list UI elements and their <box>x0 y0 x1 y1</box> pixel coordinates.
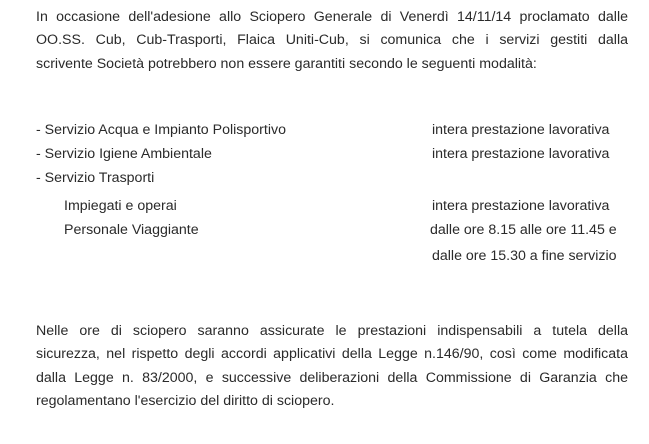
service-detail-viaggiante: dalle ore 8.15 alle ore 11.45 e <box>430 222 617 238</box>
closing-line: Nelle ore di sciopero saranno assicurate le prestazioni indispensabili a tutela della <box>36 323 628 339</box>
service-name-acqua: - Servizio Acqua e Impianto Polisportivo <box>36 122 286 138</box>
closing-paragraph <box>36 320 628 413</box>
service-detail-impiegati: intera prestazione lavorativa <box>432 198 610 214</box>
closing-line: dalla Legge n. 83/2000, e successive deliberazioni della Commissione di Garanzia che <box>36 369 628 386</box>
service-detail-viaggiante-2: dalle ore 15.30 a fine servizio <box>432 248 617 264</box>
intro-line: In occasione dell'adesione allo Sciopero Generale di Venerdì 14/11/14 proclamato dalle <box>36 9 628 25</box>
service-name-trasporti: - Servizio Trasporti <box>36 170 155 186</box>
closing-line: sicurezza, nel rispetto degli accordi applicativi della Legge n.146/90, così come modificata <box>36 346 628 363</box>
service-detail-igiene: intera prestazione lavorativa <box>432 146 610 162</box>
intro-line: OO.SS. Cub, Cub-Trasporti, Flaica Uniti-Cub, si comunica che i servizi gestiti dalla <box>36 32 628 49</box>
closing-line: regolamentano l'esercizio del diritto di sciopero. <box>36 392 335 409</box>
service-name-impiegati: Impiegati e operai <box>64 198 177 214</box>
service-name-viaggiante: Personale Viaggiante <box>64 222 199 238</box>
service-detail-acqua: intera prestazione lavorativa <box>432 122 610 138</box>
service-name-igiene: - Servizio Igiene Ambientale <box>36 146 212 162</box>
intro-line: scrivente Società potrebbero non essere garantiti secondo le seguenti modalità: <box>36 55 537 72</box>
